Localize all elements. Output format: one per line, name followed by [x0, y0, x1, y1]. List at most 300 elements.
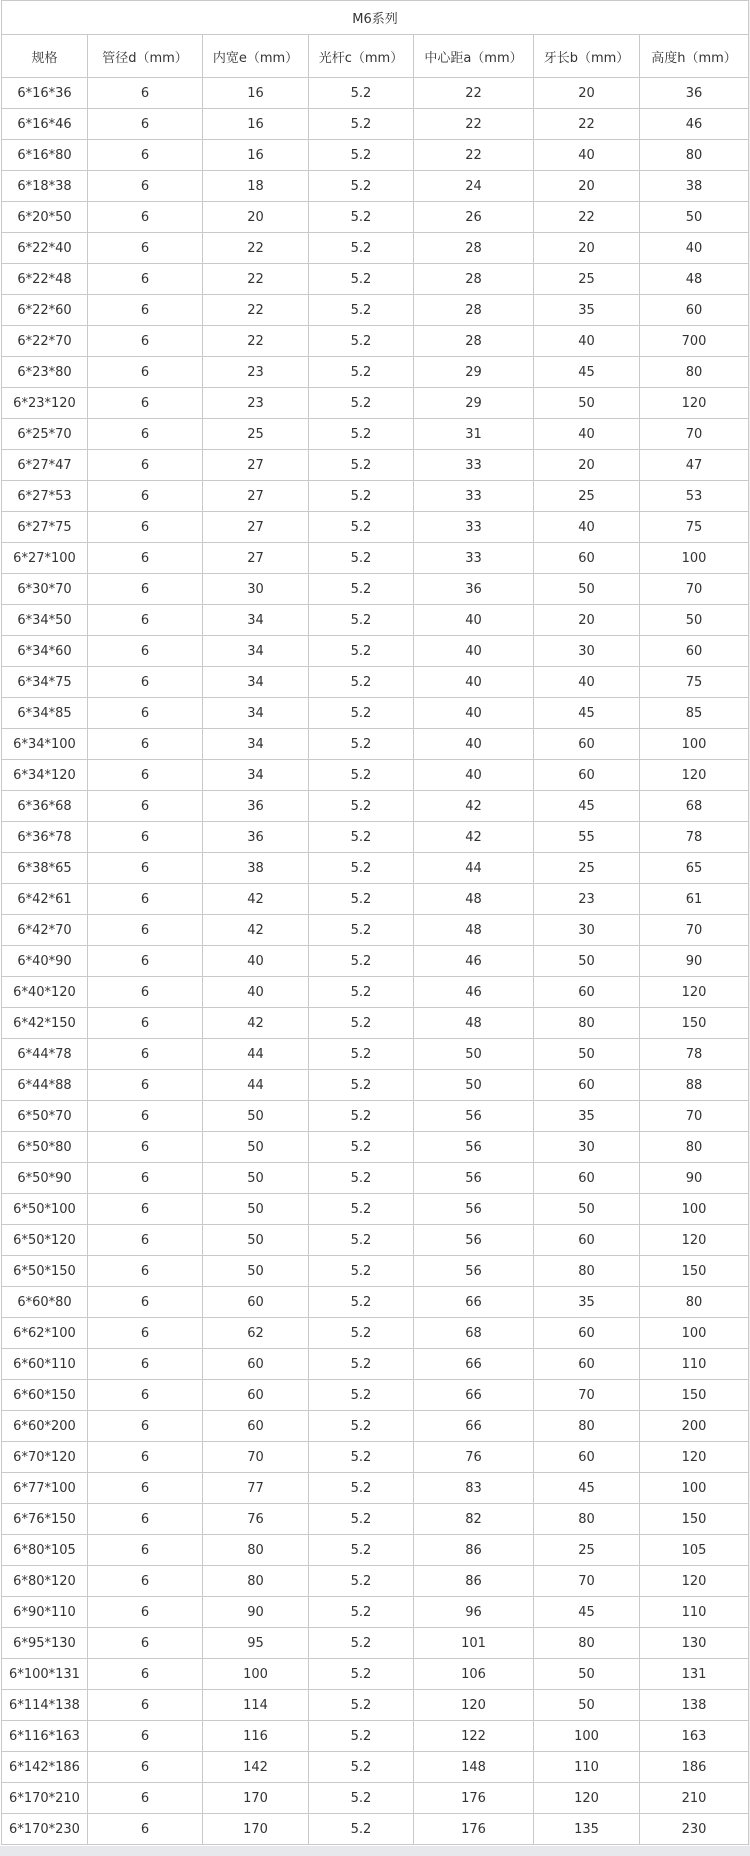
cell-inner-width: 100	[203, 1659, 309, 1690]
cell-height: 100	[640, 543, 749, 574]
cell-thread-length: 50	[534, 1039, 640, 1070]
cell-thread-length: 45	[534, 1597, 640, 1628]
cell-shank: 5.2	[309, 1597, 414, 1628]
cell-center-distance: 28	[414, 264, 534, 295]
cell-shank: 5.2	[309, 667, 414, 698]
table-row	[2, 760, 749, 791]
table-row	[2, 1039, 749, 1070]
cell-center-distance: 106	[414, 1659, 534, 1690]
cell-shank: 5.2	[309, 1628, 414, 1659]
cell-pipe-diameter: 6	[88, 1287, 203, 1318]
cell-shank: 5.2	[309, 1752, 414, 1783]
cell-thread-length: 60	[534, 1442, 640, 1473]
cell-center-distance: 22	[414, 109, 534, 140]
cell-shank: 5.2	[309, 1225, 414, 1256]
table-body	[2, 78, 749, 1845]
cell-spec: 6*22*60	[2, 295, 88, 326]
table-row	[2, 729, 749, 760]
cell-height: 65	[640, 853, 749, 884]
cell-height: 75	[640, 512, 749, 543]
cell-shank: 5.2	[309, 884, 414, 915]
cell-shank: 5.2	[309, 729, 414, 760]
cell-inner-width: 16	[203, 109, 309, 140]
cell-thread-length: 60	[534, 729, 640, 760]
cell-thread-length: 30	[534, 1132, 640, 1163]
table-row	[2, 140, 749, 171]
table-row	[2, 1566, 749, 1597]
cell-center-distance: 40	[414, 729, 534, 760]
cell-pipe-diameter: 6	[88, 1597, 203, 1628]
cell-center-distance: 28	[414, 233, 534, 264]
cell-thread-length: 50	[534, 1194, 640, 1225]
cell-inner-width: 25	[203, 419, 309, 450]
cell-height: 60	[640, 636, 749, 667]
cell-height: 53	[640, 481, 749, 512]
cell-pipe-diameter: 6	[88, 1318, 203, 1349]
cell-inner-width: 34	[203, 760, 309, 791]
cell-inner-width: 40	[203, 946, 309, 977]
cell-thread-length: 60	[534, 760, 640, 791]
cell-center-distance: 86	[414, 1535, 534, 1566]
cell-center-distance: 56	[414, 1132, 534, 1163]
table-title: M6系列	[2, 1, 749, 35]
table-row	[2, 1535, 749, 1566]
cell-shank: 5.2	[309, 1349, 414, 1380]
cell-thread-length: 22	[534, 202, 640, 233]
cell-shank: 5.2	[309, 1783, 414, 1814]
cell-height: 100	[640, 1318, 749, 1349]
cell-center-distance: 33	[414, 450, 534, 481]
cell-thread-length: 20	[534, 78, 640, 109]
cell-height: 88	[640, 1070, 749, 1101]
cell-thread-length: 25	[534, 481, 640, 512]
cell-spec: 6*142*186	[2, 1752, 88, 1783]
cell-inner-width: 40	[203, 977, 309, 1008]
table-row	[2, 1783, 749, 1814]
cell-shank: 5.2	[309, 1814, 414, 1845]
table-row	[2, 109, 749, 140]
cell-spec: 6*23*120	[2, 388, 88, 419]
table-row	[2, 1442, 749, 1473]
cell-thread-length: 25	[534, 853, 640, 884]
cell-spec: 6*50*100	[2, 1194, 88, 1225]
cell-shank: 5.2	[309, 574, 414, 605]
cell-spec: 6*42*61	[2, 884, 88, 915]
cell-shank: 5.2	[309, 357, 414, 388]
table-row	[2, 698, 749, 729]
cell-spec: 6*170*230	[2, 1814, 88, 1845]
cell-spec: 6*60*200	[2, 1411, 88, 1442]
cell-shank: 5.2	[309, 791, 414, 822]
cell-pipe-diameter: 6	[88, 1349, 203, 1380]
cell-shank: 5.2	[309, 1504, 414, 1535]
cell-pipe-diameter: 6	[88, 1535, 203, 1566]
cell-spec: 6*60*80	[2, 1287, 88, 1318]
cell-spec: 6*20*50	[2, 202, 88, 233]
cell-spec: 6*34*120	[2, 760, 88, 791]
table-row	[2, 915, 749, 946]
cell-center-distance: 33	[414, 543, 534, 574]
cell-pipe-diameter: 6	[88, 1070, 203, 1101]
cell-pipe-diameter: 6	[88, 884, 203, 915]
cell-height: 163	[640, 1721, 749, 1752]
cell-center-distance: 31	[414, 419, 534, 450]
cell-thread-length: 40	[534, 140, 640, 171]
cell-spec: 6*34*60	[2, 636, 88, 667]
cell-inner-width: 34	[203, 636, 309, 667]
cell-thread-length: 80	[534, 1008, 640, 1039]
cell-height: 80	[640, 140, 749, 171]
cell-thread-length: 35	[534, 1101, 640, 1132]
table-row	[2, 574, 749, 605]
cell-pipe-diameter: 6	[88, 1380, 203, 1411]
cell-shank: 5.2	[309, 1194, 414, 1225]
header-height: 高度h（mm）	[640, 35, 749, 78]
cell-thread-length: 110	[534, 1752, 640, 1783]
cell-height: 120	[640, 388, 749, 419]
table-row	[2, 1721, 749, 1752]
cell-spec: 6*44*78	[2, 1039, 88, 1070]
cell-height: 120	[640, 977, 749, 1008]
cell-thread-length: 40	[534, 667, 640, 698]
cell-inner-width: 44	[203, 1039, 309, 1070]
cell-pipe-diameter: 6	[88, 264, 203, 295]
header-pipe-diameter: 管径d（mm）	[88, 35, 203, 78]
cell-thread-length: 60	[534, 1318, 640, 1349]
cell-center-distance: 56	[414, 1163, 534, 1194]
cell-thread-length: 55	[534, 822, 640, 853]
table-row	[2, 202, 749, 233]
cell-height: 78	[640, 822, 749, 853]
cell-shank: 5.2	[309, 481, 414, 512]
cell-center-distance: 40	[414, 667, 534, 698]
cell-height: 90	[640, 946, 749, 977]
cell-inner-width: 34	[203, 698, 309, 729]
cell-shank: 5.2	[309, 109, 414, 140]
cell-shank: 5.2	[309, 946, 414, 977]
cell-height: 110	[640, 1349, 749, 1380]
cell-center-distance: 40	[414, 698, 534, 729]
cell-center-distance: 148	[414, 1752, 534, 1783]
table-row	[2, 481, 749, 512]
cell-thread-length: 60	[534, 1349, 640, 1380]
cell-spec: 6*62*100	[2, 1318, 88, 1349]
cell-height: 47	[640, 450, 749, 481]
cell-thread-length: 30	[534, 636, 640, 667]
cell-center-distance: 33	[414, 512, 534, 543]
cell-spec: 6*50*70	[2, 1101, 88, 1132]
table-row	[2, 1008, 749, 1039]
cell-pipe-diameter: 6	[88, 605, 203, 636]
cell-height: 131	[640, 1659, 749, 1690]
cell-spec: 6*114*138	[2, 1690, 88, 1721]
cell-height: 200	[640, 1411, 749, 1442]
cell-height: 40	[640, 233, 749, 264]
cell-spec: 6*100*131	[2, 1659, 88, 1690]
cell-inner-width: 60	[203, 1349, 309, 1380]
cell-spec: 6*50*80	[2, 1132, 88, 1163]
cell-shank: 5.2	[309, 233, 414, 264]
cell-pipe-diameter: 6	[88, 791, 203, 822]
cell-height: 120	[640, 1442, 749, 1473]
cell-thread-length: 45	[534, 1473, 640, 1504]
header-spec: 规格	[2, 35, 88, 78]
cell-thread-length: 50	[534, 1690, 640, 1721]
cell-pipe-diameter: 6	[88, 1194, 203, 1225]
cell-thread-length: 60	[534, 1070, 640, 1101]
cell-shank: 5.2	[309, 1101, 414, 1132]
table-row	[2, 822, 749, 853]
cell-spec: 6*50*120	[2, 1225, 88, 1256]
cell-inner-width: 50	[203, 1132, 309, 1163]
cell-inner-width: 90	[203, 1597, 309, 1628]
cell-thread-length: 40	[534, 419, 640, 450]
cell-inner-width: 20	[203, 202, 309, 233]
cell-inner-width: 50	[203, 1256, 309, 1287]
cell-inner-width: 60	[203, 1411, 309, 1442]
cell-inner-width: 170	[203, 1814, 309, 1845]
cell-spec: 6*60*150	[2, 1380, 88, 1411]
cell-height: 100	[640, 729, 749, 760]
cell-spec: 6*38*65	[2, 853, 88, 884]
cell-thread-length: 40	[534, 326, 640, 357]
cell-height: 80	[640, 1132, 749, 1163]
cell-inner-width: 23	[203, 357, 309, 388]
table-row	[2, 853, 749, 884]
cell-pipe-diameter: 6	[88, 1008, 203, 1039]
cell-spec: 6*22*48	[2, 264, 88, 295]
cell-spec: 6*34*50	[2, 605, 88, 636]
cell-height: 150	[640, 1008, 749, 1039]
cell-shank: 5.2	[309, 1008, 414, 1039]
cell-shank: 5.2	[309, 1690, 414, 1721]
cell-height: 90	[640, 1163, 749, 1194]
table-row	[2, 1504, 749, 1535]
cell-inner-width: 60	[203, 1287, 309, 1318]
cell-spec: 6*27*47	[2, 450, 88, 481]
cell-center-distance: 101	[414, 1628, 534, 1659]
table-row	[2, 1380, 749, 1411]
cell-center-distance: 56	[414, 1256, 534, 1287]
cell-center-distance: 66	[414, 1380, 534, 1411]
cell-inner-width: 70	[203, 1442, 309, 1473]
cell-pipe-diameter: 6	[88, 1039, 203, 1070]
cell-pipe-diameter: 6	[88, 202, 203, 233]
cell-spec: 6*60*110	[2, 1349, 88, 1380]
cell-center-distance: 68	[414, 1318, 534, 1349]
cell-height: 186	[640, 1752, 749, 1783]
table-row	[2, 78, 749, 109]
cell-center-distance: 28	[414, 326, 534, 357]
cell-inner-width: 42	[203, 1008, 309, 1039]
cell-center-distance: 40	[414, 605, 534, 636]
table-row	[2, 1628, 749, 1659]
cell-inner-width: 30	[203, 574, 309, 605]
cell-center-distance: 42	[414, 791, 534, 822]
table-row	[2, 1318, 749, 1349]
cell-center-distance: 26	[414, 202, 534, 233]
cell-shank: 5.2	[309, 1659, 414, 1690]
cell-pipe-diameter: 6	[88, 1566, 203, 1597]
cell-pipe-diameter: 6	[88, 574, 203, 605]
cell-thread-length: 80	[534, 1411, 640, 1442]
cell-shank: 5.2	[309, 1318, 414, 1349]
cell-shank: 5.2	[309, 822, 414, 853]
cell-thread-length: 60	[534, 543, 640, 574]
cell-inner-width: 36	[203, 822, 309, 853]
cell-thread-length: 80	[534, 1256, 640, 1287]
cell-pipe-diameter: 6	[88, 1504, 203, 1535]
cell-shank: 5.2	[309, 1163, 414, 1194]
cell-pipe-diameter: 6	[88, 698, 203, 729]
cell-inner-width: 36	[203, 791, 309, 822]
cell-spec: 6*25*70	[2, 419, 88, 450]
cell-spec: 6*50*150	[2, 1256, 88, 1287]
cell-pipe-diameter: 6	[88, 946, 203, 977]
cell-shank: 5.2	[309, 1287, 414, 1318]
cell-pipe-diameter: 6	[88, 388, 203, 419]
cell-center-distance: 122	[414, 1721, 534, 1752]
table-row	[2, 1411, 749, 1442]
table-row	[2, 884, 749, 915]
cell-inner-width: 50	[203, 1101, 309, 1132]
cell-pipe-diameter: 6	[88, 977, 203, 1008]
cell-pipe-diameter: 6	[88, 233, 203, 264]
cell-thread-length: 25	[534, 264, 640, 295]
cell-inner-width: 62	[203, 1318, 309, 1349]
cell-center-distance: 22	[414, 140, 534, 171]
cell-thread-length: 100	[534, 1721, 640, 1752]
table-row	[2, 605, 749, 636]
cell-inner-width: 114	[203, 1690, 309, 1721]
cell-height: 150	[640, 1256, 749, 1287]
table-row	[2, 1070, 749, 1101]
cell-height: 230	[640, 1814, 749, 1845]
cell-thread-length: 50	[534, 388, 640, 419]
header-inner-width: 内宽e（mm）	[203, 35, 309, 78]
cell-spec: 6*36*78	[2, 822, 88, 853]
table-row	[2, 1132, 749, 1163]
table-row	[2, 326, 749, 357]
cell-pipe-diameter: 6	[88, 1101, 203, 1132]
cell-shank: 5.2	[309, 543, 414, 574]
cell-shank: 5.2	[309, 1473, 414, 1504]
table-row	[2, 1194, 749, 1225]
cell-shank: 5.2	[309, 1535, 414, 1566]
cell-inner-width: 50	[203, 1225, 309, 1256]
cell-center-distance: 29	[414, 357, 534, 388]
cell-spec: 6*70*120	[2, 1442, 88, 1473]
table-row	[2, 1473, 749, 1504]
cell-height: 150	[640, 1380, 749, 1411]
cell-inner-width: 42	[203, 915, 309, 946]
cell-shank: 5.2	[309, 171, 414, 202]
cell-center-distance: 36	[414, 574, 534, 605]
cell-height: 150	[640, 1504, 749, 1535]
cell-pipe-diameter: 6	[88, 1752, 203, 1783]
cell-height: 138	[640, 1690, 749, 1721]
cell-height: 60	[640, 295, 749, 326]
cell-spec: 6*22*40	[2, 233, 88, 264]
cell-pipe-diameter: 6	[88, 1225, 203, 1256]
cell-height: 61	[640, 884, 749, 915]
cell-thread-length: 23	[534, 884, 640, 915]
cell-inner-width: 23	[203, 388, 309, 419]
cell-shank: 5.2	[309, 388, 414, 419]
cell-inner-width: 22	[203, 264, 309, 295]
cell-shank: 5.2	[309, 264, 414, 295]
cell-thread-length: 40	[534, 512, 640, 543]
cell-shank: 5.2	[309, 760, 414, 791]
cell-shank: 5.2	[309, 698, 414, 729]
cell-inner-width: 16	[203, 140, 309, 171]
cell-pipe-diameter: 6	[88, 853, 203, 884]
cell-shank: 5.2	[309, 1132, 414, 1163]
table-row	[2, 233, 749, 264]
cell-thread-length: 120	[534, 1783, 640, 1814]
cell-spec: 6*90*110	[2, 1597, 88, 1628]
cell-spec: 6*116*163	[2, 1721, 88, 1752]
cell-center-distance: 50	[414, 1039, 534, 1070]
cell-inner-width: 16	[203, 78, 309, 109]
cell-center-distance: 50	[414, 1070, 534, 1101]
cell-pipe-diameter: 6	[88, 326, 203, 357]
cell-inner-width: 22	[203, 233, 309, 264]
cell-pipe-diameter: 6	[88, 760, 203, 791]
cell-height: 78	[640, 1039, 749, 1070]
cell-shank: 5.2	[309, 450, 414, 481]
cell-thread-length: 45	[534, 791, 640, 822]
table-row	[2, 357, 749, 388]
cell-height: 80	[640, 1287, 749, 1318]
table-row	[2, 946, 749, 977]
cell-inner-width: 27	[203, 543, 309, 574]
cell-height: 36	[640, 78, 749, 109]
cell-thread-length: 50	[534, 946, 640, 977]
cell-spec: 6*80*120	[2, 1566, 88, 1597]
table-title-row	[2, 1, 749, 35]
cell-pipe-diameter: 6	[88, 636, 203, 667]
cell-spec: 6*40*90	[2, 946, 88, 977]
cell-height: 70	[640, 574, 749, 605]
cell-center-distance: 120	[414, 1690, 534, 1721]
cell-thread-length: 35	[534, 1287, 640, 1318]
cell-center-distance: 176	[414, 1783, 534, 1814]
cell-spec: 6*34*75	[2, 667, 88, 698]
cell-thread-length: 20	[534, 605, 640, 636]
cell-center-distance: 46	[414, 946, 534, 977]
cell-shank: 5.2	[309, 78, 414, 109]
cell-center-distance: 46	[414, 977, 534, 1008]
cell-pipe-diameter: 6	[88, 109, 203, 140]
cell-shank: 5.2	[309, 140, 414, 171]
cell-shank: 5.2	[309, 512, 414, 543]
table-row	[2, 419, 749, 450]
cell-shank: 5.2	[309, 605, 414, 636]
cell-center-distance: 82	[414, 1504, 534, 1535]
table-row	[2, 512, 749, 543]
cell-thread-length: 35	[534, 295, 640, 326]
cell-pipe-diameter: 6	[88, 481, 203, 512]
cell-pipe-diameter: 6	[88, 295, 203, 326]
cell-spec: 6*36*68	[2, 791, 88, 822]
cell-height: 105	[640, 1535, 749, 1566]
table-row	[2, 1256, 749, 1287]
cell-center-distance: 66	[414, 1287, 534, 1318]
table-row	[2, 1287, 749, 1318]
cell-center-distance: 33	[414, 481, 534, 512]
table-row	[2, 1597, 749, 1628]
